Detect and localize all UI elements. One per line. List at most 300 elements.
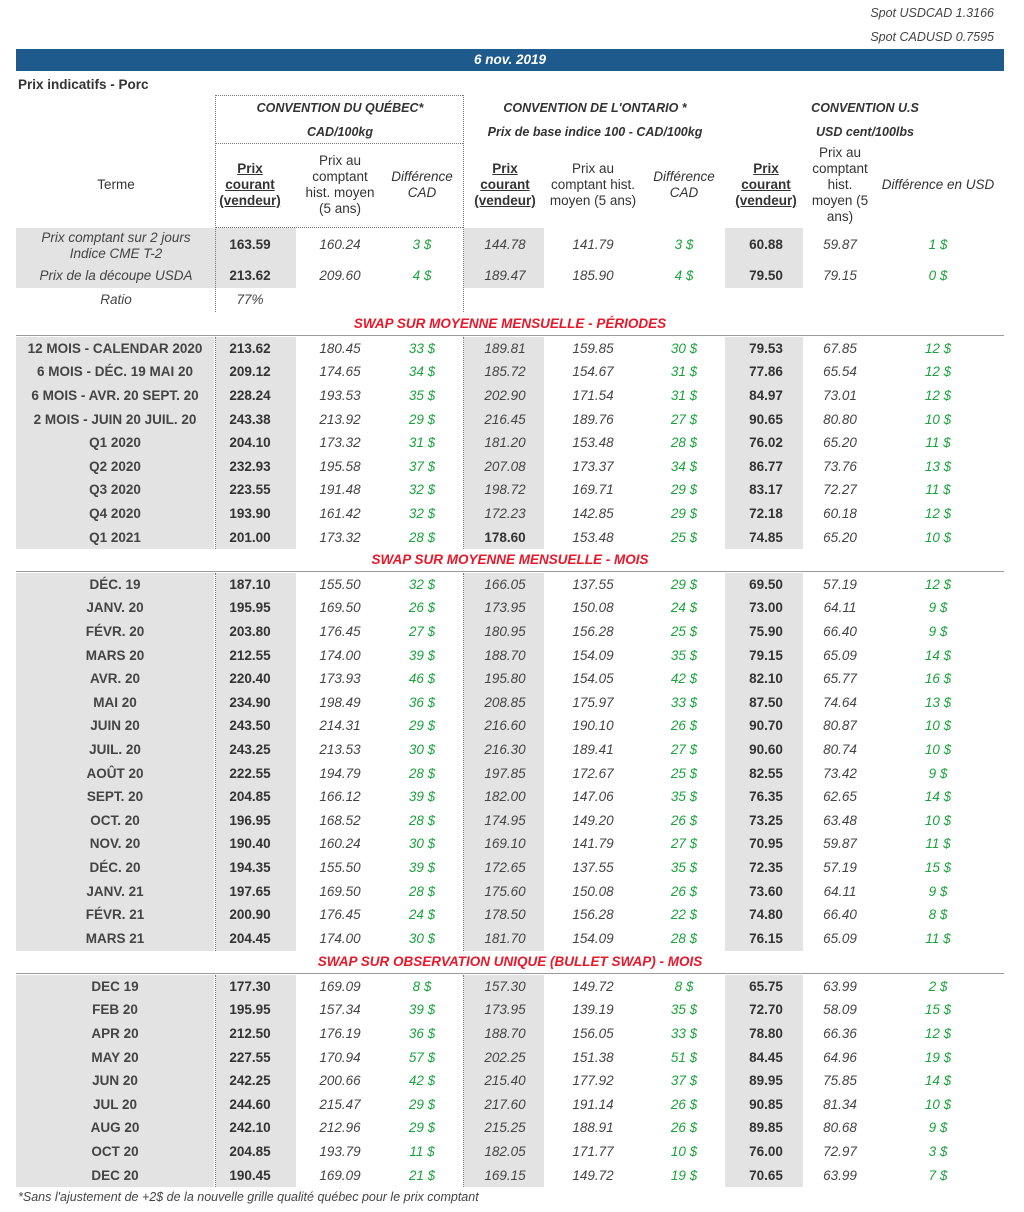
spot-row-label: Prix de la découpe USDA (39, 268, 193, 283)
spot-row-value: 79.15 (823, 268, 857, 283)
table-row-label: Q1 2020 (89, 435, 141, 451)
table-cell: 39 $ (408, 1002, 436, 1018)
spot-row-value: 60.88 (749, 237, 783, 252)
table-cell: 35 $ (670, 647, 698, 663)
table-cell: 216.45 (484, 411, 526, 427)
table-row-label: MARS 21 (85, 930, 145, 946)
table-cell: 216.60 (484, 718, 526, 734)
table-cell: 14 $ (924, 789, 952, 805)
table-row-label: OCT 20 (91, 1144, 139, 1159)
table-cell: 173.37 (572, 458, 614, 474)
table-cell: 154.09 (572, 647, 614, 663)
table-cell: 35 $ (408, 388, 436, 403)
table-cell: 195.58 (319, 458, 361, 474)
table-cell: 189.41 (572, 742, 614, 757)
table-cell: 33 $ (408, 340, 436, 356)
table-cell: 157.30 (484, 978, 526, 994)
table-cell: 9 $ (928, 624, 948, 639)
table-cell: 65.20 (823, 435, 857, 451)
table-cell: 19 $ (670, 1167, 698, 1183)
table-cell: 168.52 (319, 812, 361, 828)
table-cell: 198.49 (319, 694, 361, 710)
table-cell: 26 $ (670, 812, 698, 828)
table-cell: 243.38 (229, 411, 271, 427)
quebec-title: CONVENTION DU QUÉBEC* (256, 101, 424, 115)
table-cell: 84.45 (749, 1049, 783, 1065)
table-cell: 10 $ (924, 742, 952, 757)
table-cell: 166.12 (319, 789, 361, 805)
table-cell: 204.85 (229, 1144, 271, 1159)
table-cell: 65.75 (749, 978, 783, 994)
table-cell: 57 $ (408, 1049, 436, 1065)
table-cell: 29 $ (408, 411, 436, 427)
table-cell: 215.25 (484, 1120, 526, 1136)
ratio-label: Ratio (100, 292, 132, 307)
table-cell: 28 $ (408, 812, 436, 828)
table-cell: 11 $ (925, 930, 951, 946)
table-cell: 63.48 (823, 812, 857, 828)
table-cell: 64.96 (823, 1049, 857, 1065)
table-cell: 141.79 (572, 836, 614, 852)
table-cell: 189.76 (572, 411, 614, 427)
table-cell: 197.65 (229, 883, 271, 899)
us-unit: USD cent/100lbs (816, 125, 914, 139)
section-sep (463, 975, 464, 1187)
table-cell: 185.72 (484, 364, 526, 380)
table-cell: 24 $ (670, 600, 698, 616)
table-cell: 215.47 (319, 1096, 361, 1112)
table-cell: 204.10 (229, 435, 271, 451)
table-cell: 177.92 (572, 1073, 614, 1089)
o-prix-courant-line: courant (480, 177, 530, 192)
table-cell: 203.80 (229, 624, 271, 639)
u-hist-line: Prix au (818, 145, 862, 160)
table-cell: 188.70 (484, 1026, 526, 1041)
table-row-label: NOV. 20 (89, 836, 141, 852)
table-cell: 151.38 (572, 1049, 614, 1065)
table-cell: 207.08 (484, 458, 526, 474)
table-cell: 172.23 (484, 506, 526, 521)
table-row-label: JANV. 21 (86, 883, 144, 899)
q-prix-courant-line: Prix (237, 161, 263, 176)
table-cell: 26 $ (408, 600, 436, 616)
table-cell: 59.87 (823, 836, 857, 852)
table-cell: 10 $ (924, 529, 952, 545)
table-cell: 150.08 (572, 883, 614, 899)
table-cell: 26 $ (670, 883, 698, 899)
table-cell: 75.85 (823, 1073, 857, 1089)
table-cell: 232.93 (229, 458, 271, 474)
section-sep (463, 337, 464, 549)
table-cell: 72.35 (749, 860, 783, 875)
spot-row-value: 185.90 (572, 268, 614, 283)
table-cell: 83.17 (749, 482, 783, 498)
table-cell: 189.81 (484, 340, 526, 356)
table-row-label: FÉVR. 21 (85, 907, 145, 923)
table-cell: 169.09 (319, 978, 361, 994)
table-cell: 73.00 (749, 600, 783, 616)
o-prix-courant-line: Prix (492, 161, 518, 176)
table-cell: 169.09 (319, 1167, 361, 1183)
table-cell: 72.18 (749, 506, 783, 521)
table-cell: 14 $ (924, 1073, 952, 1089)
table-cell: 10 $ (670, 1144, 698, 1159)
table-cell: 8 $ (928, 907, 948, 923)
table-cell: 215.40 (484, 1073, 526, 1089)
table-cell: 35 $ (670, 1002, 698, 1018)
table-cell: 79.15 (749, 647, 783, 663)
table-cell: 28 $ (670, 930, 698, 946)
table-cell: 173.32 (319, 529, 361, 545)
table-row-label: JUN 20 (92, 1073, 138, 1089)
section-title: SWAP SUR OBSERVATION UNIQUE (BULLET SWAP) - MOIS (317, 954, 703, 969)
table-cell: 31 $ (408, 435, 436, 451)
table-cell: 190.45 (229, 1167, 271, 1183)
table-cell: 3 $ (928, 1144, 948, 1159)
table-cell: 172.67 (572, 765, 614, 781)
table-cell: 187.10 (229, 576, 271, 592)
table-cell: 76.02 (749, 435, 783, 451)
table-cell: 76.00 (749, 1144, 783, 1159)
table-row-label: SEPT. 20 (86, 789, 144, 805)
q-frame-right (463, 95, 464, 312)
table-cell: 80.74 (823, 742, 857, 757)
table-row-label: JANV. 20 (86, 600, 144, 616)
table-cell: 169.50 (319, 883, 361, 899)
u-hist-line: comptant (812, 161, 868, 176)
table-cell: 73.25 (749, 812, 783, 828)
table-cell: 30 $ (408, 836, 436, 852)
spot-row-value: 213.62 (229, 268, 271, 283)
table-cell: 200.66 (319, 1073, 361, 1089)
table-cell: 9 $ (928, 765, 948, 781)
table-cell: 29 $ (670, 482, 698, 498)
table-row-label: AOÛT 20 (86, 765, 144, 781)
table-cell: 154.67 (572, 364, 614, 380)
table-cell: 169.15 (484, 1167, 526, 1183)
ratio-value: 77% (236, 292, 264, 307)
table-cell: 9 $ (928, 1120, 948, 1136)
table-cell: 58.09 (823, 1002, 857, 1018)
spot-row-value: 4 $ (412, 268, 432, 283)
table-cell: 227.55 (229, 1049, 271, 1065)
table-cell: 234.90 (229, 694, 271, 710)
table-cell: 72.97 (823, 1144, 857, 1159)
table-cell: 78.80 (749, 1026, 783, 1041)
u-hist-line: hist. (827, 177, 853, 192)
table-cell: 72.70 (749, 1002, 783, 1018)
table-cell: 216.30 (484, 742, 526, 757)
table-cell: 42 $ (408, 1073, 436, 1089)
table-cell: 36 $ (408, 694, 436, 710)
table-cell: 194.79 (319, 765, 361, 781)
table-row-label: 6 MOIS - DÉC. 19 MAI 20 (36, 364, 194, 380)
table-cell: 81.34 (823, 1096, 857, 1112)
table-cell: 193.53 (319, 388, 361, 403)
table-cell: 28 $ (408, 765, 436, 781)
table-cell: 12 $ (924, 506, 952, 521)
table-cell: 2 $ (928, 978, 948, 994)
table-cell: 65.20 (823, 529, 857, 545)
table-cell: 137.55 (572, 860, 614, 875)
table-cell: 37 $ (408, 458, 436, 474)
table-cell: 156.28 (572, 624, 614, 639)
table-cell: 13 $ (924, 458, 952, 474)
table-cell: 169.71 (572, 482, 614, 498)
table-cell: 175.60 (484, 883, 526, 899)
u-prix-courant-line: (vendeur) (735, 193, 797, 208)
table-cell: 63.99 (823, 1167, 857, 1183)
o-diff-line: Différence (653, 169, 715, 184)
table-cell: 87.50 (749, 694, 783, 710)
table-cell: 30 $ (408, 742, 436, 757)
table-cell: 173.95 (484, 600, 526, 616)
table-cell: 139.19 (572, 1002, 614, 1018)
table-cell: 11 $ (925, 435, 951, 451)
table-cell: 28 $ (408, 883, 436, 899)
table-cell: 182.00 (484, 789, 526, 805)
table-cell: 26 $ (670, 1096, 698, 1112)
spot-row-value: 209.60 (319, 268, 361, 283)
table-cell: 180.45 (319, 340, 361, 356)
u-hist-line: ans) (826, 209, 854, 224)
spot-row-value: 3 $ (674, 237, 694, 252)
table-cell: 29 $ (408, 1120, 436, 1136)
table-cell: 73.01 (823, 388, 857, 403)
q-diff-line: CAD (407, 185, 437, 200)
table-cell: 28 $ (408, 529, 436, 545)
table-cell: 32 $ (408, 506, 436, 521)
table-row-label: DÉC. 19 (89, 576, 141, 592)
table-cell: 191.14 (572, 1096, 614, 1112)
section-rule (16, 335, 1004, 336)
table-cell: 35 $ (670, 860, 698, 875)
table-row-label: FÉVR. 20 (85, 624, 145, 639)
spot-usdcad: Spot USDCAD 1.3166 (870, 6, 994, 20)
table-cell: 12 $ (924, 576, 952, 592)
table-cell: 70.65 (749, 1167, 783, 1183)
table-cell: 7 $ (928, 1167, 948, 1183)
table-row-label: Q2 2020 (89, 458, 141, 474)
q-prix-courant-line: (vendeur) (219, 193, 281, 208)
table-cell: 29 $ (408, 718, 436, 734)
table-cell: 174.65 (319, 364, 361, 380)
table-cell: 181.20 (484, 435, 526, 451)
table-cell: 197.85 (484, 765, 526, 781)
table-cell: 39 $ (408, 860, 436, 875)
section-title: SWAP SUR MOYENNE MENSUELLE - PÉRIODES (353, 316, 667, 331)
table-cell: 182.05 (484, 1144, 526, 1159)
table-cell: 66.40 (823, 624, 857, 639)
table-cell: 19 $ (924, 1049, 952, 1065)
table-cell: 31 $ (670, 364, 698, 380)
table-cell: 174.00 (319, 647, 361, 663)
table-cell: 155.50 (319, 576, 361, 592)
table-cell: 25 $ (670, 624, 698, 639)
table-cell: 9 $ (928, 883, 948, 899)
table-cell: 169.10 (484, 836, 526, 852)
table-cell: 173.93 (319, 671, 361, 687)
section-sep (463, 573, 464, 951)
table-cell: 24 $ (408, 907, 436, 923)
table-cell: 26 $ (670, 718, 698, 734)
table-cell: 15 $ (924, 860, 952, 875)
table-cell: 12 $ (924, 1026, 952, 1041)
table-cell: 153.48 (572, 435, 614, 451)
table-cell: 33 $ (670, 1026, 698, 1041)
table-cell: 70.95 (749, 836, 783, 852)
table-row-label: 12 MOIS - CALENDAR 2020 (27, 340, 203, 356)
table-cell: 80.80 (823, 411, 857, 427)
date-bar: 6 nov. 2019 (16, 49, 1004, 71)
table-cell: 194.35 (229, 860, 271, 875)
table-row-label: JUL 20 (92, 1096, 138, 1112)
table-cell: 90.65 (749, 411, 783, 427)
table-row-label: MAY 20 (91, 1049, 139, 1065)
table-cell: 209.12 (229, 364, 271, 380)
section-rule (16, 973, 1004, 974)
table-cell: 213.62 (229, 340, 271, 356)
table-cell: 21 $ (408, 1167, 436, 1183)
table-cell: 76.35 (749, 789, 783, 805)
table-cell: 10 $ (924, 718, 952, 734)
table-cell: 202.25 (484, 1049, 526, 1065)
table-row-label: FEB 20 (92, 1002, 138, 1018)
table-cell: 89.95 (749, 1073, 783, 1089)
table-cell: 137.55 (572, 576, 614, 592)
table-cell: 77.86 (749, 364, 783, 380)
table-cell: 149.72 (572, 978, 614, 994)
table-cell: 157.34 (319, 1002, 361, 1018)
q-hist-line: Prix au (318, 153, 362, 168)
table-cell: 80.87 (823, 718, 857, 734)
table-cell: 10 $ (924, 411, 952, 427)
spot-row-value: 189.47 (484, 268, 526, 283)
table-cell: 174.00 (319, 930, 361, 946)
u-prix-courant-line: Prix (753, 161, 779, 176)
table-row-label: MARS 20 (85, 647, 145, 663)
table-cell: 10 $ (924, 812, 952, 828)
table-cell: 33 $ (670, 694, 698, 710)
spot-row-value: 4 $ (674, 268, 694, 283)
spot-row-value: 160.24 (319, 237, 361, 252)
table-cell: 29 $ (408, 1096, 436, 1112)
table-cell: 242.25 (229, 1073, 271, 1089)
table-cell: 208.85 (484, 694, 526, 710)
table-row-label: OCT. 20 (90, 812, 140, 828)
table-cell: 12 $ (924, 364, 952, 380)
table-cell: 193.79 (319, 1144, 361, 1159)
table-cell: 28 $ (670, 435, 698, 451)
table-cell: 166.05 (484, 576, 526, 592)
table-cell: 12 $ (924, 340, 952, 356)
table-row-label: DÉC. 20 (89, 860, 141, 875)
table-cell: 171.54 (572, 388, 614, 403)
table-cell: 222.55 (229, 765, 271, 781)
table-cell: 12 $ (924, 388, 952, 403)
table-cell: 65.54 (823, 364, 857, 380)
spot-row-value: 3 $ (412, 237, 432, 252)
table-cell: 27 $ (408, 624, 436, 639)
table-cell: 204.85 (229, 789, 271, 805)
table-cell: 159.85 (572, 340, 614, 356)
table-cell: 155.50 (319, 860, 361, 875)
table-cell: 10 $ (924, 1096, 952, 1112)
q-frame-top (215, 95, 463, 96)
table-row-label: JUIN 20 (90, 718, 140, 734)
table-cell: 37 $ (670, 1073, 698, 1089)
table-cell: 243.50 (229, 718, 271, 734)
spot-row-label: Indice CME T-2 (69, 246, 163, 261)
table-cell: 195.95 (229, 1002, 271, 1018)
table-cell: 64.11 (823, 883, 857, 899)
table-cell: 244.60 (229, 1096, 271, 1112)
table-cell: 73.76 (823, 458, 857, 474)
table-cell: 195.95 (229, 600, 271, 616)
spot-row-label: Prix comptant sur 2 jours (41, 230, 191, 245)
table-cell: 84.97 (749, 388, 783, 403)
table-row-label: 6 MOIS - AVR. 20 SEPT. 20 (31, 388, 199, 403)
table-cell: 177.30 (229, 978, 271, 994)
table-cell: 29 $ (670, 506, 698, 521)
section-title: SWAP SUR MOYENNE MENSUELLE - MOIS (371, 552, 649, 567)
table-row-label: APR 20 (91, 1026, 139, 1041)
table-cell: 82.10 (749, 671, 783, 687)
u-hist-line: moyen (5 (811, 193, 869, 208)
table-cell: 31 $ (670, 388, 698, 403)
page-subtitle: Prix indicatifs - Porc (18, 77, 149, 92)
table-cell: 193.90 (229, 506, 271, 521)
table-cell: 90.60 (749, 742, 783, 757)
table-cell: 201.00 (229, 529, 271, 545)
table-cell: 35 $ (670, 789, 698, 805)
table-cell: 89.85 (749, 1120, 783, 1136)
q-frame-mid (215, 143, 463, 144)
table-cell: 39 $ (408, 789, 436, 805)
ontario-unit: Prix de base indice 100 - CAD/100kg (487, 125, 703, 139)
table-cell: 175.97 (572, 694, 614, 710)
table-cell: 214.31 (319, 718, 361, 734)
table-cell: 212.55 (229, 647, 271, 663)
table-cell: 213.53 (319, 742, 361, 757)
table-cell: 76.15 (749, 930, 783, 946)
table-cell: 90.85 (749, 1096, 783, 1112)
table-cell: 153.48 (572, 529, 614, 545)
table-cell: 9 $ (928, 600, 948, 616)
spot-row-value: 163.59 (229, 237, 271, 252)
us-title: CONVENTION U.S (811, 101, 919, 115)
table-cell: 57.19 (823, 576, 857, 592)
o-prix-courant-line: (vendeur) (474, 193, 536, 208)
table-cell: 90.70 (749, 718, 783, 734)
table-cell: 190.10 (572, 718, 614, 734)
table-cell: 34 $ (408, 364, 436, 380)
table-cell: 14 $ (924, 647, 952, 663)
q-diff-line: Différence (391, 169, 453, 184)
table-cell: 169.50 (319, 600, 361, 616)
table-cell: 60.18 (823, 506, 857, 521)
ontario-title: CONVENTION DE L'ONTARIO * (503, 101, 687, 115)
table-cell: 181.70 (484, 930, 526, 946)
table-cell: 51 $ (670, 1049, 698, 1065)
table-cell: 228.24 (229, 388, 271, 403)
table-cell: 202.90 (484, 388, 526, 403)
table-cell: 30 $ (670, 340, 698, 356)
table-cell: 149.72 (572, 1167, 614, 1183)
u-diff: Différence en USD (881, 177, 995, 192)
table-cell: 217.60 (484, 1096, 526, 1112)
table-cell: 80.68 (823, 1120, 857, 1136)
